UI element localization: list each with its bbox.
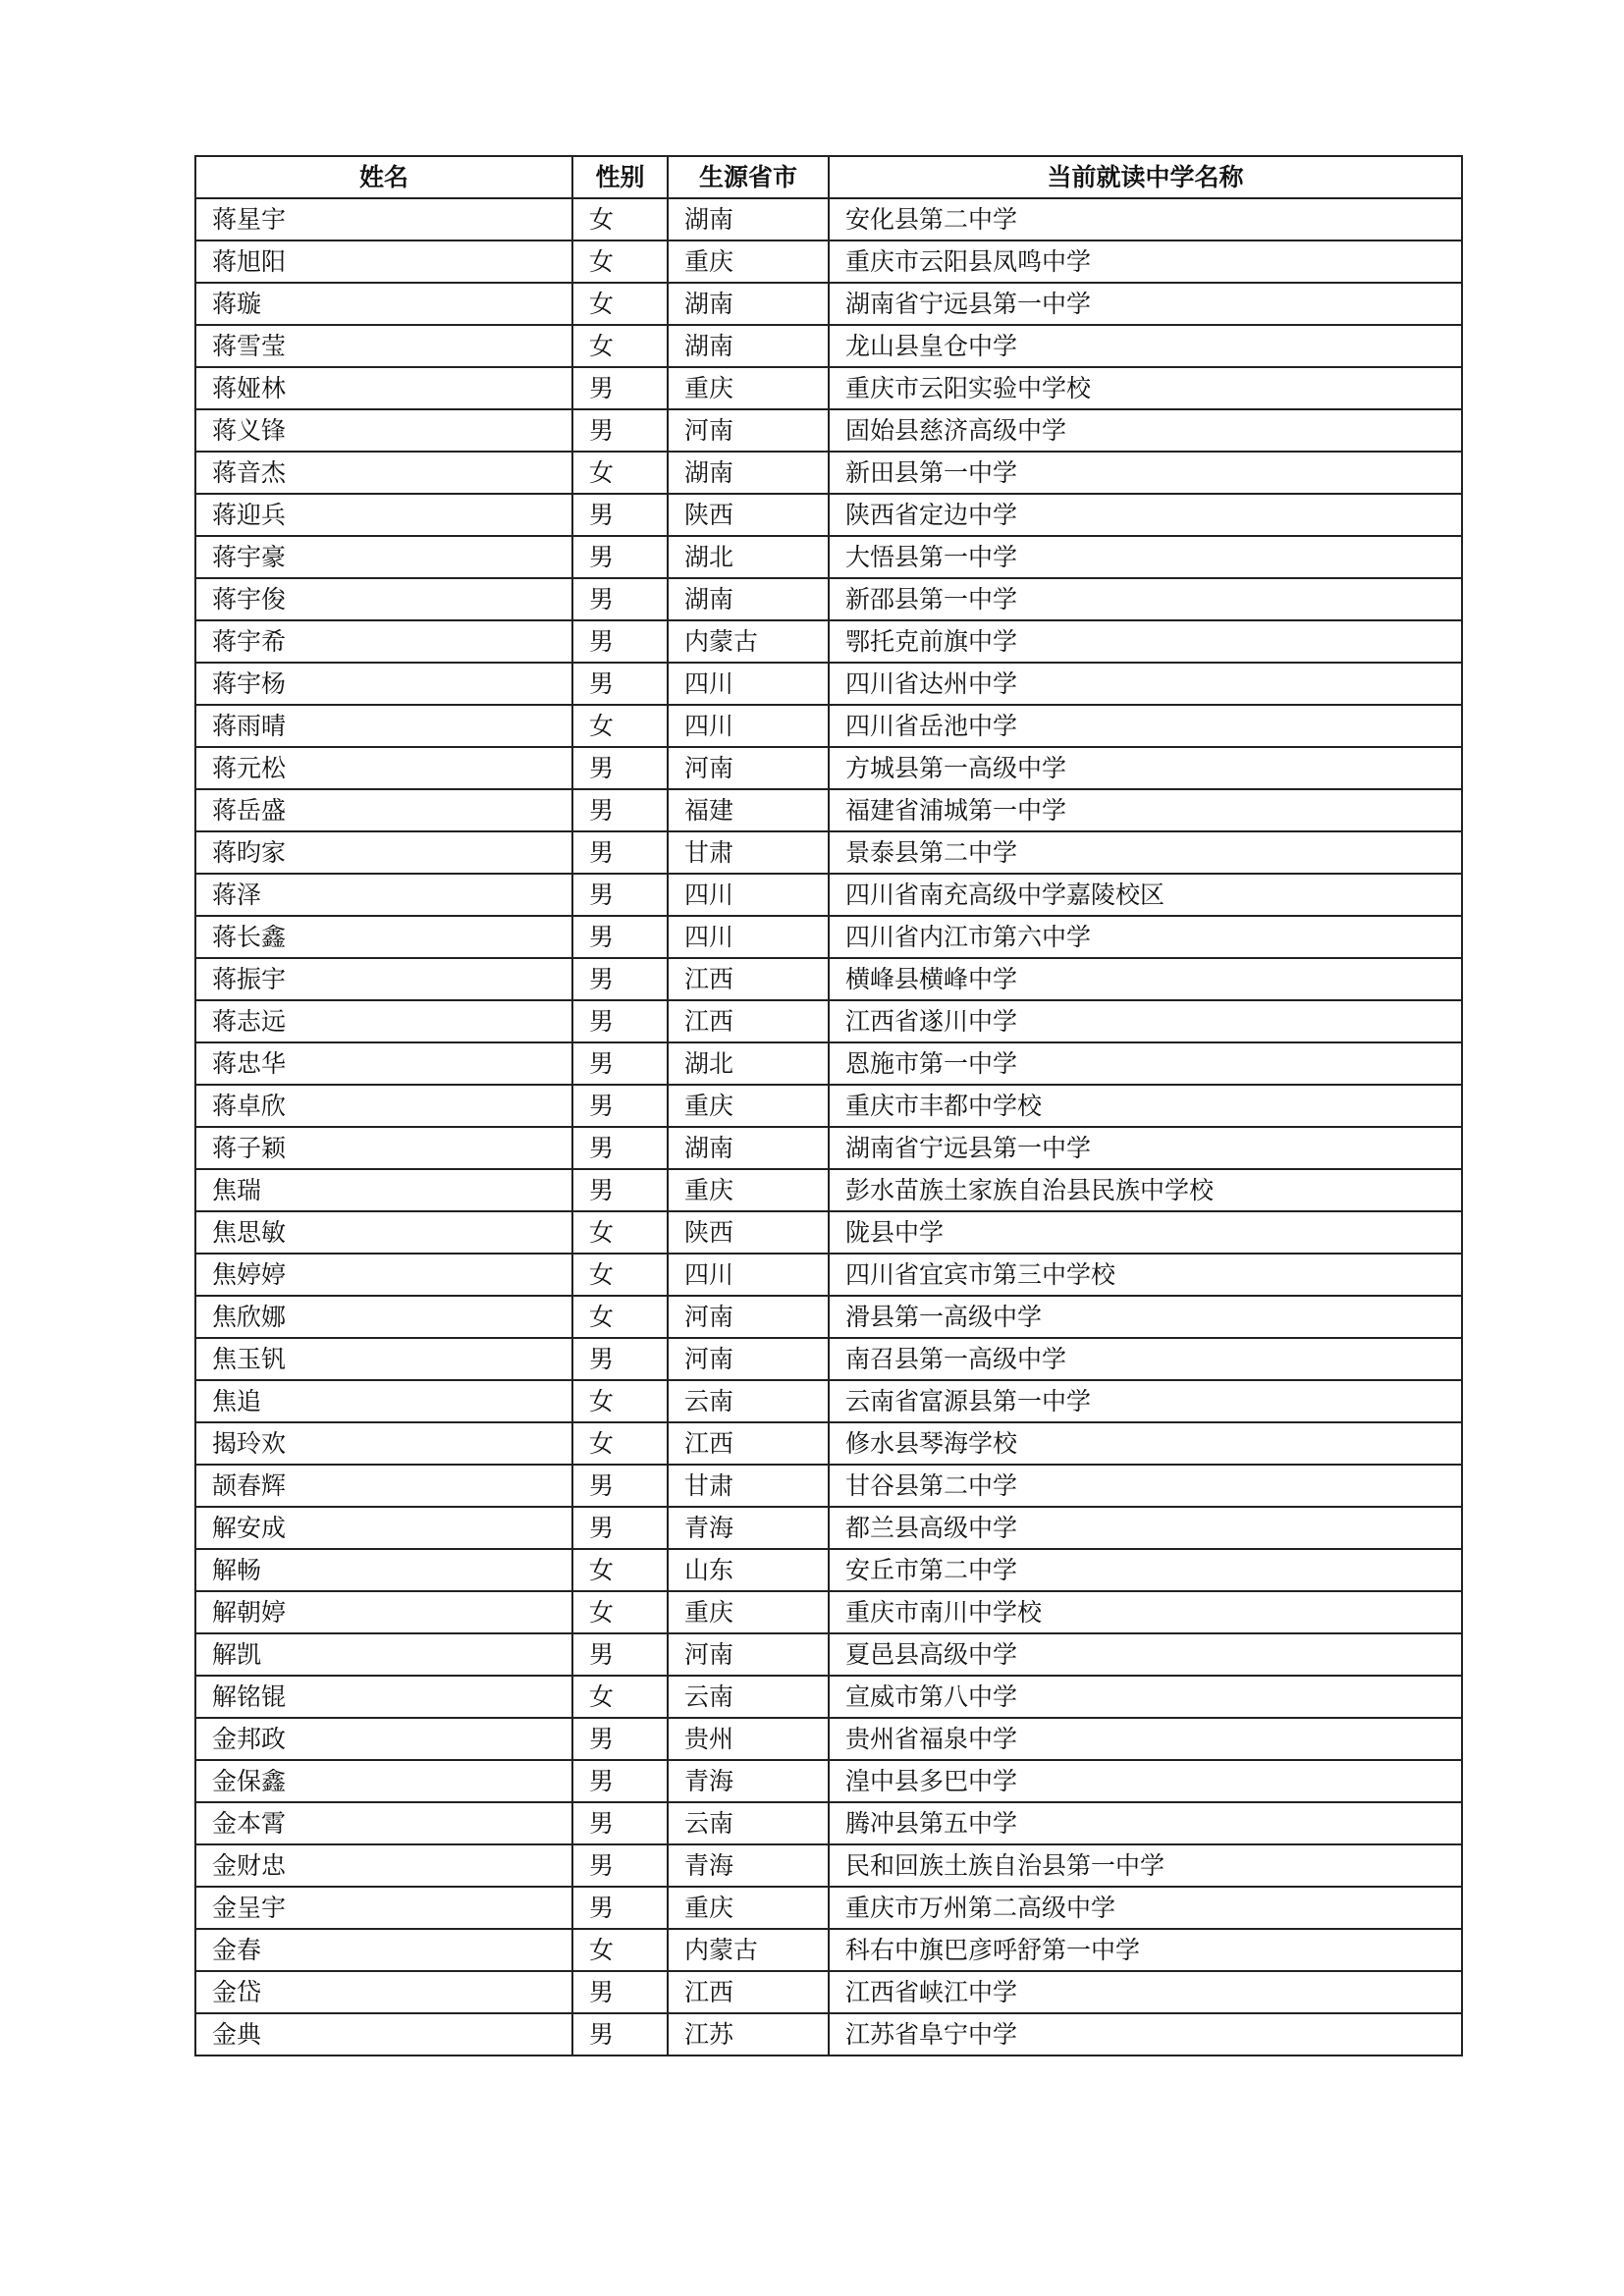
cell-province: 湖南: [668, 578, 829, 620]
table-row: [195, 1380, 1462, 1422]
cell-school: 四川省南充高级中学嘉陵校区: [829, 874, 1462, 916]
cell-name: 焦玉钒: [195, 1338, 572, 1380]
cell-gender: 男: [572, 1085, 668, 1127]
cell-school: 滑县第一高级中学: [829, 1296, 1462, 1338]
cell-gender: 男: [572, 1844, 668, 1887]
cell-name: 金财忠: [195, 1844, 572, 1887]
cell-school: 夏邑县高级中学: [829, 1633, 1462, 1676]
cell-province: 河南: [668, 409, 829, 452]
cell-gender: 男: [572, 916, 668, 958]
table-row: [195, 1211, 1462, 1254]
cell-name: 颉春辉: [195, 1465, 572, 1507]
cell-gender: 女: [572, 283, 668, 325]
cell-school: 宣威市第八中学: [829, 1676, 1462, 1718]
cell-gender: 男: [572, 831, 668, 874]
table-row: [195, 1591, 1462, 1633]
cell-school: 龙山县皇仓中学: [829, 325, 1462, 367]
cell-gender: 女: [572, 1296, 668, 1338]
cell-name: 金春: [195, 1929, 572, 1971]
cell-gender: 女: [572, 1929, 668, 1971]
student-roster-table: [194, 155, 1463, 2056]
cell-gender: 男: [572, 1042, 668, 1085]
cell-name: 焦思敏: [195, 1211, 572, 1254]
cell-gender: 男: [572, 874, 668, 916]
table-row: [195, 1169, 1462, 1211]
cell-gender: 女: [572, 1422, 668, 1465]
header-gender: 性别: [572, 156, 668, 198]
table-body: [195, 198, 1462, 2056]
cell-name: 蒋宇俊: [195, 578, 572, 620]
cell-name: 蒋昀家: [195, 831, 572, 874]
cell-name: 蒋子颖: [195, 1127, 572, 1169]
cell-province: 山东: [668, 1549, 829, 1591]
cell-gender: 女: [572, 198, 668, 240]
cell-province: 陕西: [668, 1211, 829, 1254]
cell-name: 蒋宇杨: [195, 663, 572, 705]
cell-gender: 男: [572, 2013, 668, 2056]
table-row: [195, 1507, 1462, 1549]
cell-gender: 男: [572, 747, 668, 789]
cell-school: 江西省遂川中学: [829, 1000, 1462, 1042]
cell-school: 云南省富源县第一中学: [829, 1380, 1462, 1422]
cell-name: 蒋志远: [195, 1000, 572, 1042]
cell-gender: 女: [572, 1549, 668, 1591]
cell-name: 揭玲欢: [195, 1422, 572, 1465]
cell-name: 蒋振宇: [195, 958, 572, 1000]
table-row: [195, 325, 1462, 367]
table-row: [195, 452, 1462, 494]
header-name: 姓名: [195, 156, 572, 198]
cell-gender: 男: [572, 958, 668, 1000]
cell-school: 彭水苗族土家族自治县民族中学校: [829, 1169, 1462, 1211]
table-row: [195, 409, 1462, 452]
cell-province: 四川: [668, 874, 829, 916]
cell-gender: 女: [572, 452, 668, 494]
cell-name: 蒋义锋: [195, 409, 572, 452]
cell-province: 河南: [668, 1633, 829, 1676]
cell-school: 重庆市丰都中学校: [829, 1085, 1462, 1127]
cell-school: 恩施市第一中学: [829, 1042, 1462, 1085]
cell-province: 湖南: [668, 283, 829, 325]
cell-gender: 男: [572, 1465, 668, 1507]
cell-school: 南召县第一高级中学: [829, 1338, 1462, 1380]
cell-school: 重庆市万州第二高级中学: [829, 1887, 1462, 1929]
cell-school: 安化县第二中学: [829, 198, 1462, 240]
cell-school: 四川省内江市第六中学: [829, 916, 1462, 958]
cell-school: 陇县中学: [829, 1211, 1462, 1254]
cell-school: 江西省峡江中学: [829, 1971, 1462, 2013]
cell-province: 云南: [668, 1676, 829, 1718]
cell-school: 修水县琴海学校: [829, 1422, 1462, 1465]
cell-gender: 男: [572, 494, 668, 536]
cell-school: 景泰县第二中学: [829, 831, 1462, 874]
cell-name: 蒋元松: [195, 747, 572, 789]
cell-gender: 女: [572, 1254, 668, 1296]
cell-school: 陕西省定边中学: [829, 494, 1462, 536]
cell-province: 陕西: [668, 494, 829, 536]
cell-school: 湖南省宁远县第一中学: [829, 1127, 1462, 1169]
table-row: [195, 283, 1462, 325]
cell-province: 青海: [668, 1844, 829, 1887]
cell-gender: 男: [572, 1507, 668, 1549]
cell-gender: 男: [572, 789, 668, 831]
table-row: [195, 1422, 1462, 1465]
table-row: [195, 1127, 1462, 1169]
cell-name: 焦追: [195, 1380, 572, 1422]
cell-province: 湖北: [668, 1042, 829, 1085]
table-row: [195, 1042, 1462, 1085]
cell-name: 蒋音杰: [195, 452, 572, 494]
cell-school: 都兰县高级中学: [829, 1507, 1462, 1549]
cell-name: 蒋忠华: [195, 1042, 572, 1085]
cell-name: 解畅: [195, 1549, 572, 1591]
cell-province: 江西: [668, 1971, 829, 2013]
cell-gender: 男: [572, 1000, 668, 1042]
table-row: [195, 1254, 1462, 1296]
table-row: [195, 494, 1462, 536]
cell-school: 重庆市云阳实验中学校: [829, 367, 1462, 409]
cell-gender: 男: [572, 1718, 668, 1760]
cell-school: 四川省达州中学: [829, 663, 1462, 705]
table-row: [195, 1676, 1462, 1718]
cell-name: 解铭锟: [195, 1676, 572, 1718]
cell-province: 江西: [668, 1000, 829, 1042]
cell-gender: 女: [572, 240, 668, 283]
cell-school: 四川省岳池中学: [829, 705, 1462, 747]
cell-province: 贵州: [668, 1718, 829, 1760]
table-row: [195, 1760, 1462, 1802]
table-row: [195, 747, 1462, 789]
cell-province: 内蒙古: [668, 1929, 829, 1971]
cell-name: 蒋星宇: [195, 198, 572, 240]
cell-gender: 女: [572, 1211, 668, 1254]
cell-gender: 男: [572, 578, 668, 620]
cell-province: 云南: [668, 1802, 829, 1844]
cell-province: 青海: [668, 1760, 829, 1802]
cell-name: 蒋卓欣: [195, 1085, 572, 1127]
table-row: [195, 620, 1462, 663]
cell-province: 河南: [668, 1338, 829, 1380]
cell-name: 解安成: [195, 1507, 572, 1549]
table-row: [195, 663, 1462, 705]
cell-province: 福建: [668, 789, 829, 831]
table-row: [195, 1085, 1462, 1127]
cell-province: 四川: [668, 916, 829, 958]
cell-name: 金本霄: [195, 1802, 572, 1844]
cell-name: 焦欣娜: [195, 1296, 572, 1338]
header-row: [195, 156, 1462, 198]
cell-name: 蒋宇希: [195, 620, 572, 663]
cell-province: 四川: [668, 705, 829, 747]
cell-school: 新田县第一中学: [829, 452, 1462, 494]
table-row: [195, 1718, 1462, 1760]
cell-gender: 男: [572, 367, 668, 409]
cell-province: 云南: [668, 1380, 829, 1422]
table-row: [195, 367, 1462, 409]
cell-school: 固始县慈济高级中学: [829, 409, 1462, 452]
table-row: [195, 198, 1462, 240]
table-row: [195, 1887, 1462, 1929]
cell-province: 甘肃: [668, 1465, 829, 1507]
cell-gender: 男: [572, 1633, 668, 1676]
table-row: [195, 1549, 1462, 1591]
cell-name: 解朝婷: [195, 1591, 572, 1633]
cell-name: 金呈宇: [195, 1887, 572, 1929]
cell-school: 贵州省福泉中学: [829, 1718, 1462, 1760]
table-row: [195, 831, 1462, 874]
cell-school: 方城县第一高级中学: [829, 747, 1462, 789]
table-row: [195, 240, 1462, 283]
cell-province: 江苏: [668, 2013, 829, 2056]
cell-gender: 女: [572, 1380, 668, 1422]
cell-province: 甘肃: [668, 831, 829, 874]
cell-province: 重庆: [668, 367, 829, 409]
table-row: [195, 1844, 1462, 1887]
cell-gender: 男: [572, 1971, 668, 2013]
cell-gender: 男: [572, 1887, 668, 1929]
cell-province: 四川: [668, 663, 829, 705]
cell-name: 焦瑞: [195, 1169, 572, 1211]
table-row: [195, 958, 1462, 1000]
cell-name: 蒋长鑫: [195, 916, 572, 958]
table-row: [195, 1338, 1462, 1380]
cell-province: 湖南: [668, 198, 829, 240]
cell-name: 解凯: [195, 1633, 572, 1676]
table-row: [195, 789, 1462, 831]
cell-gender: 男: [572, 620, 668, 663]
cell-name: 蒋旭阳: [195, 240, 572, 283]
cell-name: 金典: [195, 2013, 572, 2056]
cell-province: 青海: [668, 1507, 829, 1549]
cell-school: 甘谷县第二中学: [829, 1465, 1462, 1507]
table-row: [195, 1971, 1462, 2013]
cell-school: 安丘市第二中学: [829, 1549, 1462, 1591]
cell-gender: 男: [572, 1127, 668, 1169]
cell-name: 蒋迎兵: [195, 494, 572, 536]
cell-gender: 女: [572, 1676, 668, 1718]
cell-name: 蒋雨晴: [195, 705, 572, 747]
cell-school: 横峰县横峰中学: [829, 958, 1462, 1000]
cell-province: 重庆: [668, 1887, 829, 1929]
cell-province: 河南: [668, 1296, 829, 1338]
cell-name: 蒋泽: [195, 874, 572, 916]
cell-name: 金邦政: [195, 1718, 572, 1760]
table-row: [195, 1929, 1462, 1971]
table-row: [195, 2013, 1462, 2056]
cell-province: 湖南: [668, 452, 829, 494]
cell-name: 蒋娅林: [195, 367, 572, 409]
cell-school: 湖南省宁远县第一中学: [829, 283, 1462, 325]
table-row: [195, 874, 1462, 916]
cell-gender: 男: [572, 1760, 668, 1802]
cell-school: 腾冲县第五中学: [829, 1802, 1462, 1844]
cell-school: 民和回族土族自治县第一中学: [829, 1844, 1462, 1887]
cell-school: 大悟县第一中学: [829, 536, 1462, 578]
cell-gender: 男: [572, 1802, 668, 1844]
cell-school: 重庆市云阳县凤鸣中学: [829, 240, 1462, 283]
cell-school: 江苏省阜宁中学: [829, 2013, 1462, 2056]
table-row: [195, 536, 1462, 578]
cell-school: 重庆市南川中学校: [829, 1591, 1462, 1633]
cell-school: 四川省宜宾市第三中学校: [829, 1254, 1462, 1296]
cell-school: 新邵县第一中学: [829, 578, 1462, 620]
cell-school: 福建省浦城第一中学: [829, 789, 1462, 831]
cell-name: 焦婷婷: [195, 1254, 572, 1296]
table-row: [195, 1465, 1462, 1507]
cell-name: 蒋璇: [195, 283, 572, 325]
cell-province: 江西: [668, 1422, 829, 1465]
cell-school: 湟中县多巴中学: [829, 1760, 1462, 1802]
cell-name: 蒋岳盛: [195, 789, 572, 831]
table-row: [195, 1802, 1462, 1844]
cell-province: 重庆: [668, 1169, 829, 1211]
cell-province: 重庆: [668, 240, 829, 283]
cell-name: 金岱: [195, 1971, 572, 2013]
table-row: [195, 1296, 1462, 1338]
cell-school: 科右中旗巴彦呼舒第一中学: [829, 1929, 1462, 1971]
cell-name: 金保鑫: [195, 1760, 572, 1802]
table-header: [195, 156, 1462, 198]
table-row: [195, 1000, 1462, 1042]
cell-gender: 男: [572, 1338, 668, 1380]
cell-province: 湖北: [668, 536, 829, 578]
cell-province: 内蒙古: [668, 620, 829, 663]
cell-province: 重庆: [668, 1591, 829, 1633]
cell-gender: 女: [572, 325, 668, 367]
cell-province: 江西: [668, 958, 829, 1000]
table-row: [195, 705, 1462, 747]
cell-name: 蒋雪莹: [195, 325, 572, 367]
table-row: [195, 916, 1462, 958]
cell-name: 蒋宇豪: [195, 536, 572, 578]
header-province: 生源省市: [668, 156, 829, 198]
cell-gender: 男: [572, 409, 668, 452]
cell-province: 河南: [668, 747, 829, 789]
cell-gender: 女: [572, 1591, 668, 1633]
cell-province: 重庆: [668, 1085, 829, 1127]
table-row: [195, 1633, 1462, 1676]
cell-gender: 男: [572, 536, 668, 578]
table-row: [195, 578, 1462, 620]
cell-gender: 男: [572, 1169, 668, 1211]
cell-province: 四川: [668, 1254, 829, 1296]
header-school: 当前就读中学名称: [829, 156, 1462, 198]
cell-school: 鄂托克前旗中学: [829, 620, 1462, 663]
cell-gender: 女: [572, 705, 668, 747]
cell-province: 湖南: [668, 1127, 829, 1169]
cell-province: 湖南: [668, 325, 829, 367]
cell-gender: 男: [572, 663, 668, 705]
